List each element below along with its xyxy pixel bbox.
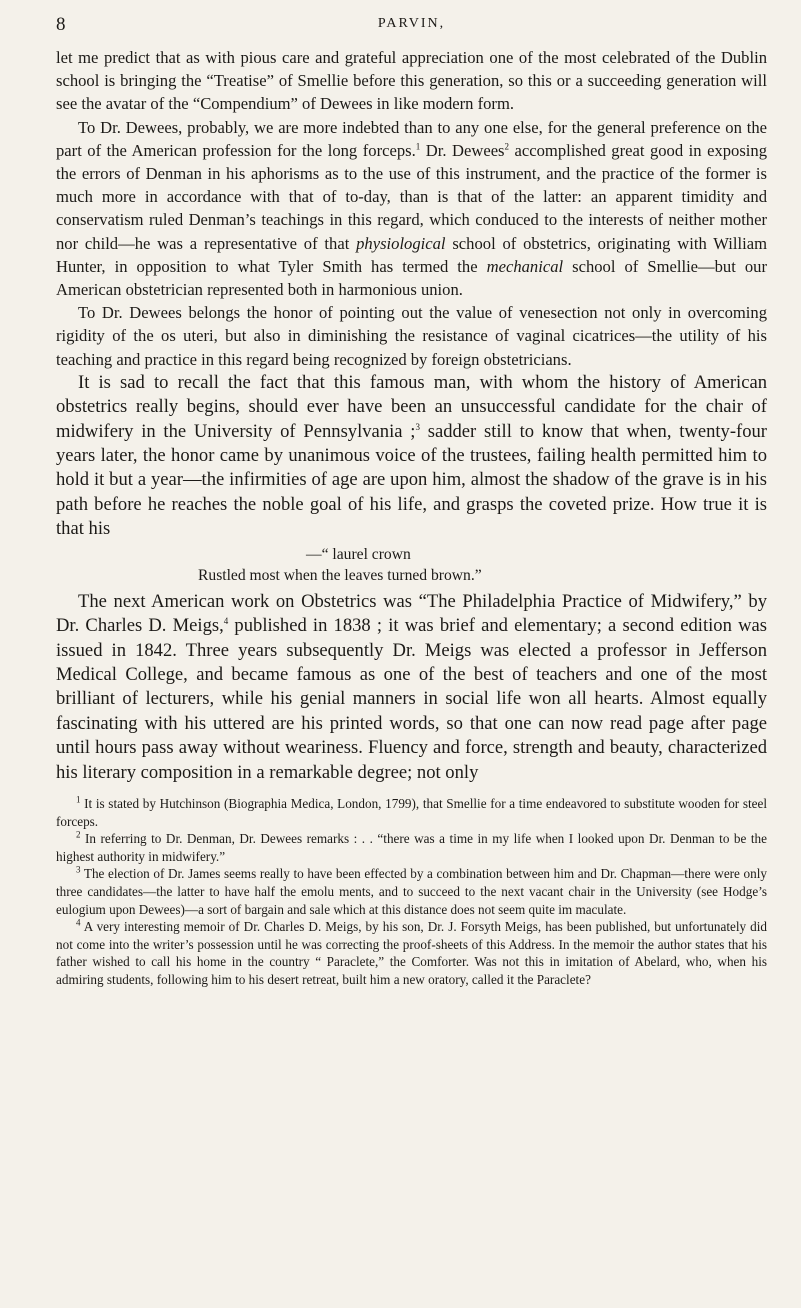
- paragraph-2: To Dr. Dewees, probably, we are more indebted than to any one else, for the general preference on the part of the American profession for the long forceps.$^1$ Dr. Dewees$^2$ accomplished great good in exposing the errors of Denman in his aphorisms as to the use of this instrument, and the practice of the former is much more in accordance with that of to-day, than is that of the latter: an apparent timidity and conservatism ruled Denman’s teachings in this regard, which conduced to the interests of neither mother nor child—he was a representative of that physiological school of obstetrics, originating with William Hunter, in opposition to what Tyler Smith has termed the mechanical school of Smellie—but our American obstetrician represented both in harmonious union.: [56, 117, 767, 300]
- paragraph-3: To Dr. Dewees belongs the honor of pointing out the value of venesection not only in overcoming rigidity of the os uteri, but also in diminishing the resistance of vaginal cicatrices—the utility of his teaching and practice in this regard being recognized by foreign obstetricians.: [56, 303, 767, 369]
- footnote-ref-4: 4: [223, 615, 229, 626]
- paragraph-1: let me predict that as with pious care and grateful appreciation one of the most celebrated of the Dublin school is bringing the “Treatise” of Smellie before this generation, so this or a succeeding generation will see the avatar of the “Compendium” of Dewees in like modern form.: [56, 48, 767, 114]
- quote-line-2: Rustled most when the leaves turned brown.”: [198, 566, 482, 584]
- paragraph-4: It is sad to recall the fact that this famous man, with whom the history of American obstetrics really begins, should ever have been an unsuccessful candidate for the chair of midwifery in the University of Pennsylvania ;$^3$ sadder still to know that when, twenty-four years later, the honor came by unanimous voice of the trustees, failing health permitted him to hold it but a year—the infirmities of age are upon him, almost the shadow of the grave is in his path before he reaches the noble goal of his life, and grasps the coveted prize. How true it is that his: [56, 371, 768, 540]
- footnote-1: $^1$ It is stated by Hutchinson (Biographia Medica, London, 1799), that Smellie for a time endeavored to substitute wooden for steel forceps.: [56, 794, 767, 829]
- paragraph-5: The next American work on Obstetrics was “The Philadelphia Practice of Midwifery,” by Dr. Charles D. Meigs,$^4$ published in 1838 ; it was brief and elementary; a second edition was issued in 1842. Three years subsequently Dr. Meigs was elected a professor in Jefferson Medical College, and became famous as one of the best of teachers and one of the most brilliant of lecturers, while his genial manners in social life won all hearts. Almost equally fascinating with his uttered are his printed words, so that one can now read page after page until hours pass away without weariness. Fluency and force, strength and beauty, characterized his literary composition in a remarkable degree; not only: [56, 590, 767, 783]
- footnote-ref-1: 1: [415, 141, 421, 152]
- running-head: PARVIN,: [377, 16, 446, 31]
- quote-line-1: —“ laurel crown: [306, 545, 411, 563]
- page-header: [56, 12, 767, 46]
- body-text: [56, 46, 767, 785]
- footnotes: [56, 795, 767, 989]
- page-number: 8: [56, 14, 66, 35]
- footnote-ref-3: 3: [415, 421, 420, 432]
- footnote-2: $^2$ In referring to Dr. Denman, Dr. Dewees remarks : . . “there was a time in my life when I looked upon Dr. Denman to be the highest authority in midwifery.”: [56, 829, 767, 864]
- footnote-3: $^3$ The election of Dr. James seems really to have been effected by a combination between him and Dr. Chapman—there were only three candidates—the latter to have half the emolu ments, and to succeed to the next vacant chair in the University (see Hodge’s eulogium upon Dewees)—a sort of bargain and sale which at this distance does not seem quite im maculate.: [56, 864, 767, 917]
- footnote-4: $^4$ A very interesting memoir of Dr. Charles D. Meigs, by his son, Dr. J. Forsyth Meigs, has been published, but unfortunately did not come into the writer’s possession until he was correcting the proof-sheets of this Address. In the memoir the author states that his father wished to call his home in the country “ Paraclete,” the Comforter. Was not this in imitation of Abelard, who, when his admiring students, following him to his desert retreat, built him a new oratory, called it the Paraclete?: [56, 917, 767, 987]
- verse-quote: [56, 544, 767, 586]
- footnote-ref-2: 2: [504, 141, 510, 152]
